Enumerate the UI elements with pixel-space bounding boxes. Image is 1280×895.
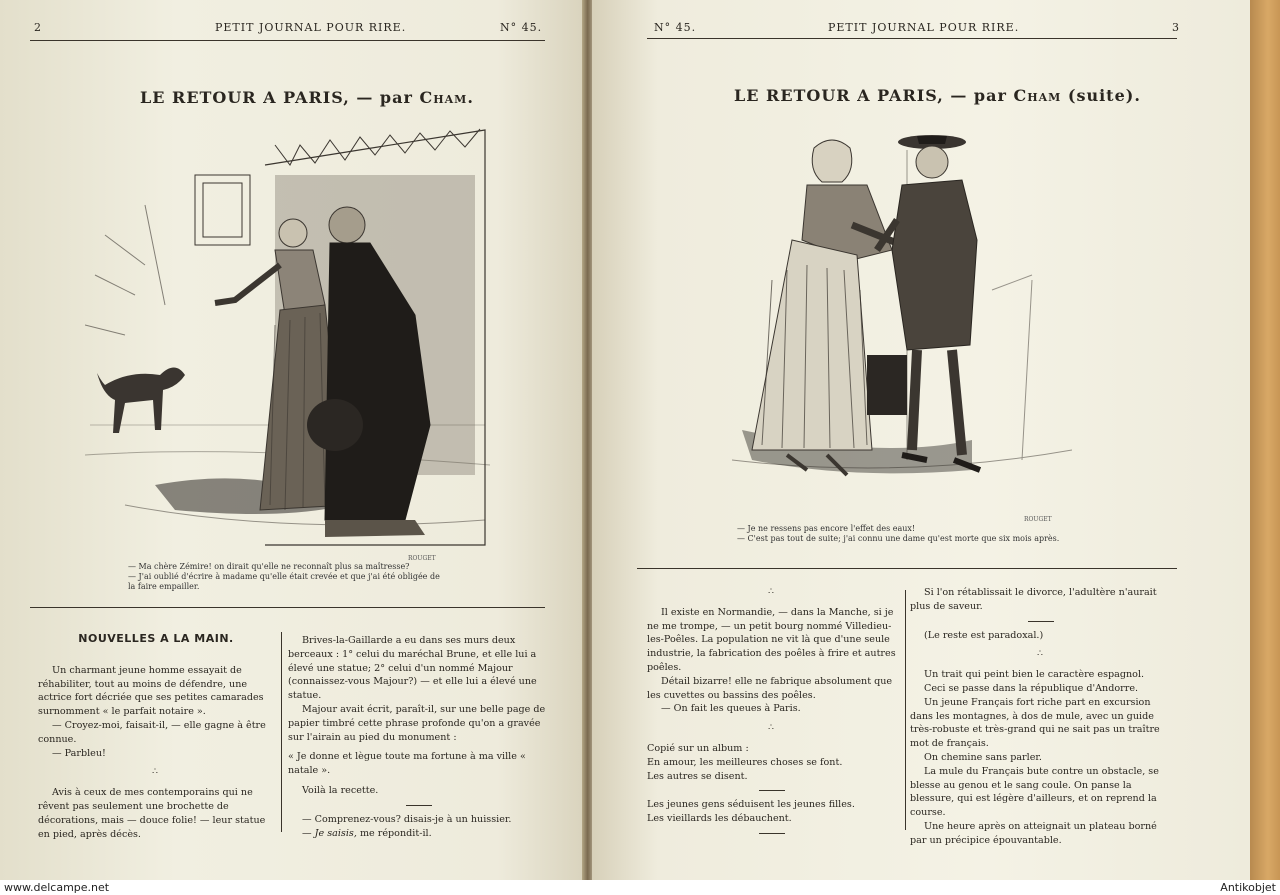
dash-separator [759,790,785,791]
paragraph: — Je saisis, me répondit-il. [302,827,432,839]
illustration-women-and-dog [85,125,490,565]
paragraph: Une heure après on atteignait un plateau borné par un précipice épouvantable. [910,820,1157,846]
left-column-1 [38,632,274,841]
paragraph: — Croyez-moi, faisait-il, — elle gagne à être connue. [38,719,266,745]
paragraph: Il existe en Normandie, — dans la Manche, si je ne me trompe, — un petit bourg nommé Villedieu-les-Poêles. La population ne vit là que d'une seule industrie, la fabrication des poêles à frire et autres poêles. [647,606,896,673]
paragraph: Voilà la recette. [302,784,379,796]
right-illustration-signature: ROUGET [1024,516,1052,523]
left-illustration-caption: — Ma chère Zémire! on dirait qu'elle ne reconnaît plus sa maîtresse? — J'ai oublié d'écrire à madame qu'elle était crevée et que j'ai été obligée de la faire empailler. [128,562,440,591]
right-column-1 [647,586,897,841]
paragraph: Un charmant jeune homme essayait de réhabiliter, tout au moins de défendre, une actrice fort décriée que ses petites camarades surnomment « le parfait notaire ». [38,664,264,718]
asterism-separator: ∴ [1037,649,1045,660]
asterism-separator: ∴ [768,723,776,734]
page-edge [1250,0,1280,880]
paragraph: En amour, les meilleures choses se font. [647,756,843,768]
left-section-rule [30,607,545,608]
left-journal-title: PETIT JOURNAL POUR RIRE. [215,21,407,34]
paragraph: Majour avait écrit, paraît-il, sur une belle page de papier timbré cette phrase profonde qu'on a gravée sur l'airain au pied du monument : [288,703,546,743]
quote-paragraph: « Je donne et lègue toute ma fortune à ma ville « natale ». [288,751,526,777]
paragraph: Les jeunes gens séduisent les jeunes filles. [647,799,855,811]
paragraph: Si l'on rétablissait le divorce, l'adultère n'aurait plus de saveur. [910,587,1157,612]
paragraph: Ceci se passe dans la république d'Andorre. [924,682,1139,694]
paragraph: — On fait les queues à Paris. [661,703,801,715]
paragraph: Les autres se disent. [647,770,748,782]
watermark-footer [0,880,1280,895]
dash-separator [759,833,785,834]
left-column-2 [288,634,550,840]
right-journal-title: PETIT JOURNAL POUR RIRE. [828,21,1020,34]
asterism-separator: ∴ [768,587,776,597]
right-illustration-caption: — Je ne ressens pas encore l'effet des eaux! — C'est pas tout de suite; j'ai connu une dame qu'est morte que six mois après. [737,524,1060,543]
asterism-separator: ∴ [152,767,160,778]
paragraph: On chemine sans parler. [924,751,1042,763]
paragraph: Un jeune Français fort riche part en excursion dans les montagnes, à dos de mule, avec un guide très-robuste et très-grand qui ne sait pas un traître mot de français. [910,696,1160,750]
illustration-woman-and-man [732,130,1072,515]
right-header-rule [647,38,1177,39]
footer-right-watermark: Antikobjet [1220,881,1276,894]
column-divider [905,590,906,830]
paragraph: Avis à ceux de mes contemporains qui ne rêvent pas seulement une brochette de décorations, mais — douce folie! — leur statue en pied, après décès. [38,787,266,840]
right-column-2 [910,586,1172,848]
left-illustration-signature: ROUGET [408,555,436,562]
right-section-rule [637,568,1177,569]
section-heading-nouvelles: NOUVELLES A LA MAIN. [78,632,234,645]
column-divider [281,632,282,832]
paragraph: Copié sur un album : [647,742,749,754]
paragraph: Les vieillards les débauchent. [647,813,792,825]
left-page-number: 2 [34,21,42,34]
dash-separator [406,805,432,806]
right-page [592,0,1250,880]
dash-separator [1028,621,1054,622]
paragraph: — Parbleu! [52,747,106,759]
paragraph: (Le reste est paradoxal.) [924,629,1044,641]
left-page [0,0,586,880]
left-issue-number: N° 45. [500,21,543,34]
footer-left-watermark: www.delcampe.net [4,881,110,894]
paragraph: Un trait qui peint bien le caractère espagnol. [924,669,1145,681]
left-header-rule [30,40,545,41]
right-page-title: LE RETOUR A PARIS, — par Cham (suite). [734,86,1141,105]
paragraph: Brives-la-Gaillarde a eu dans ses murs deux berceaux : 1° celui du maréchal Brune, et elle lui a élevé une statue; 2° celui d'un nommé Majour (connaissez-vous Majour?) — et elle lui a élevé une statue. [288,635,537,702]
right-page-number: 3 [1172,21,1180,34]
right-issue-number: N° 45. [654,21,697,34]
left-page-title: LE RETOUR A PARIS, — par Cham. [140,88,474,107]
paragraph: — Comprenez-vous? disais-je à un huissier. [302,813,512,825]
paragraph: La mule du Français bute contre un obstacle, se blesse au genou et le sang coule. On panse la blessure, qui est légère d'ailleurs, et on reprend la course. [910,765,1159,819]
paragraph: Détail bizarre! elle ne fabrique absolument que les cuvettes ou bassins des poêles. [647,675,893,701]
